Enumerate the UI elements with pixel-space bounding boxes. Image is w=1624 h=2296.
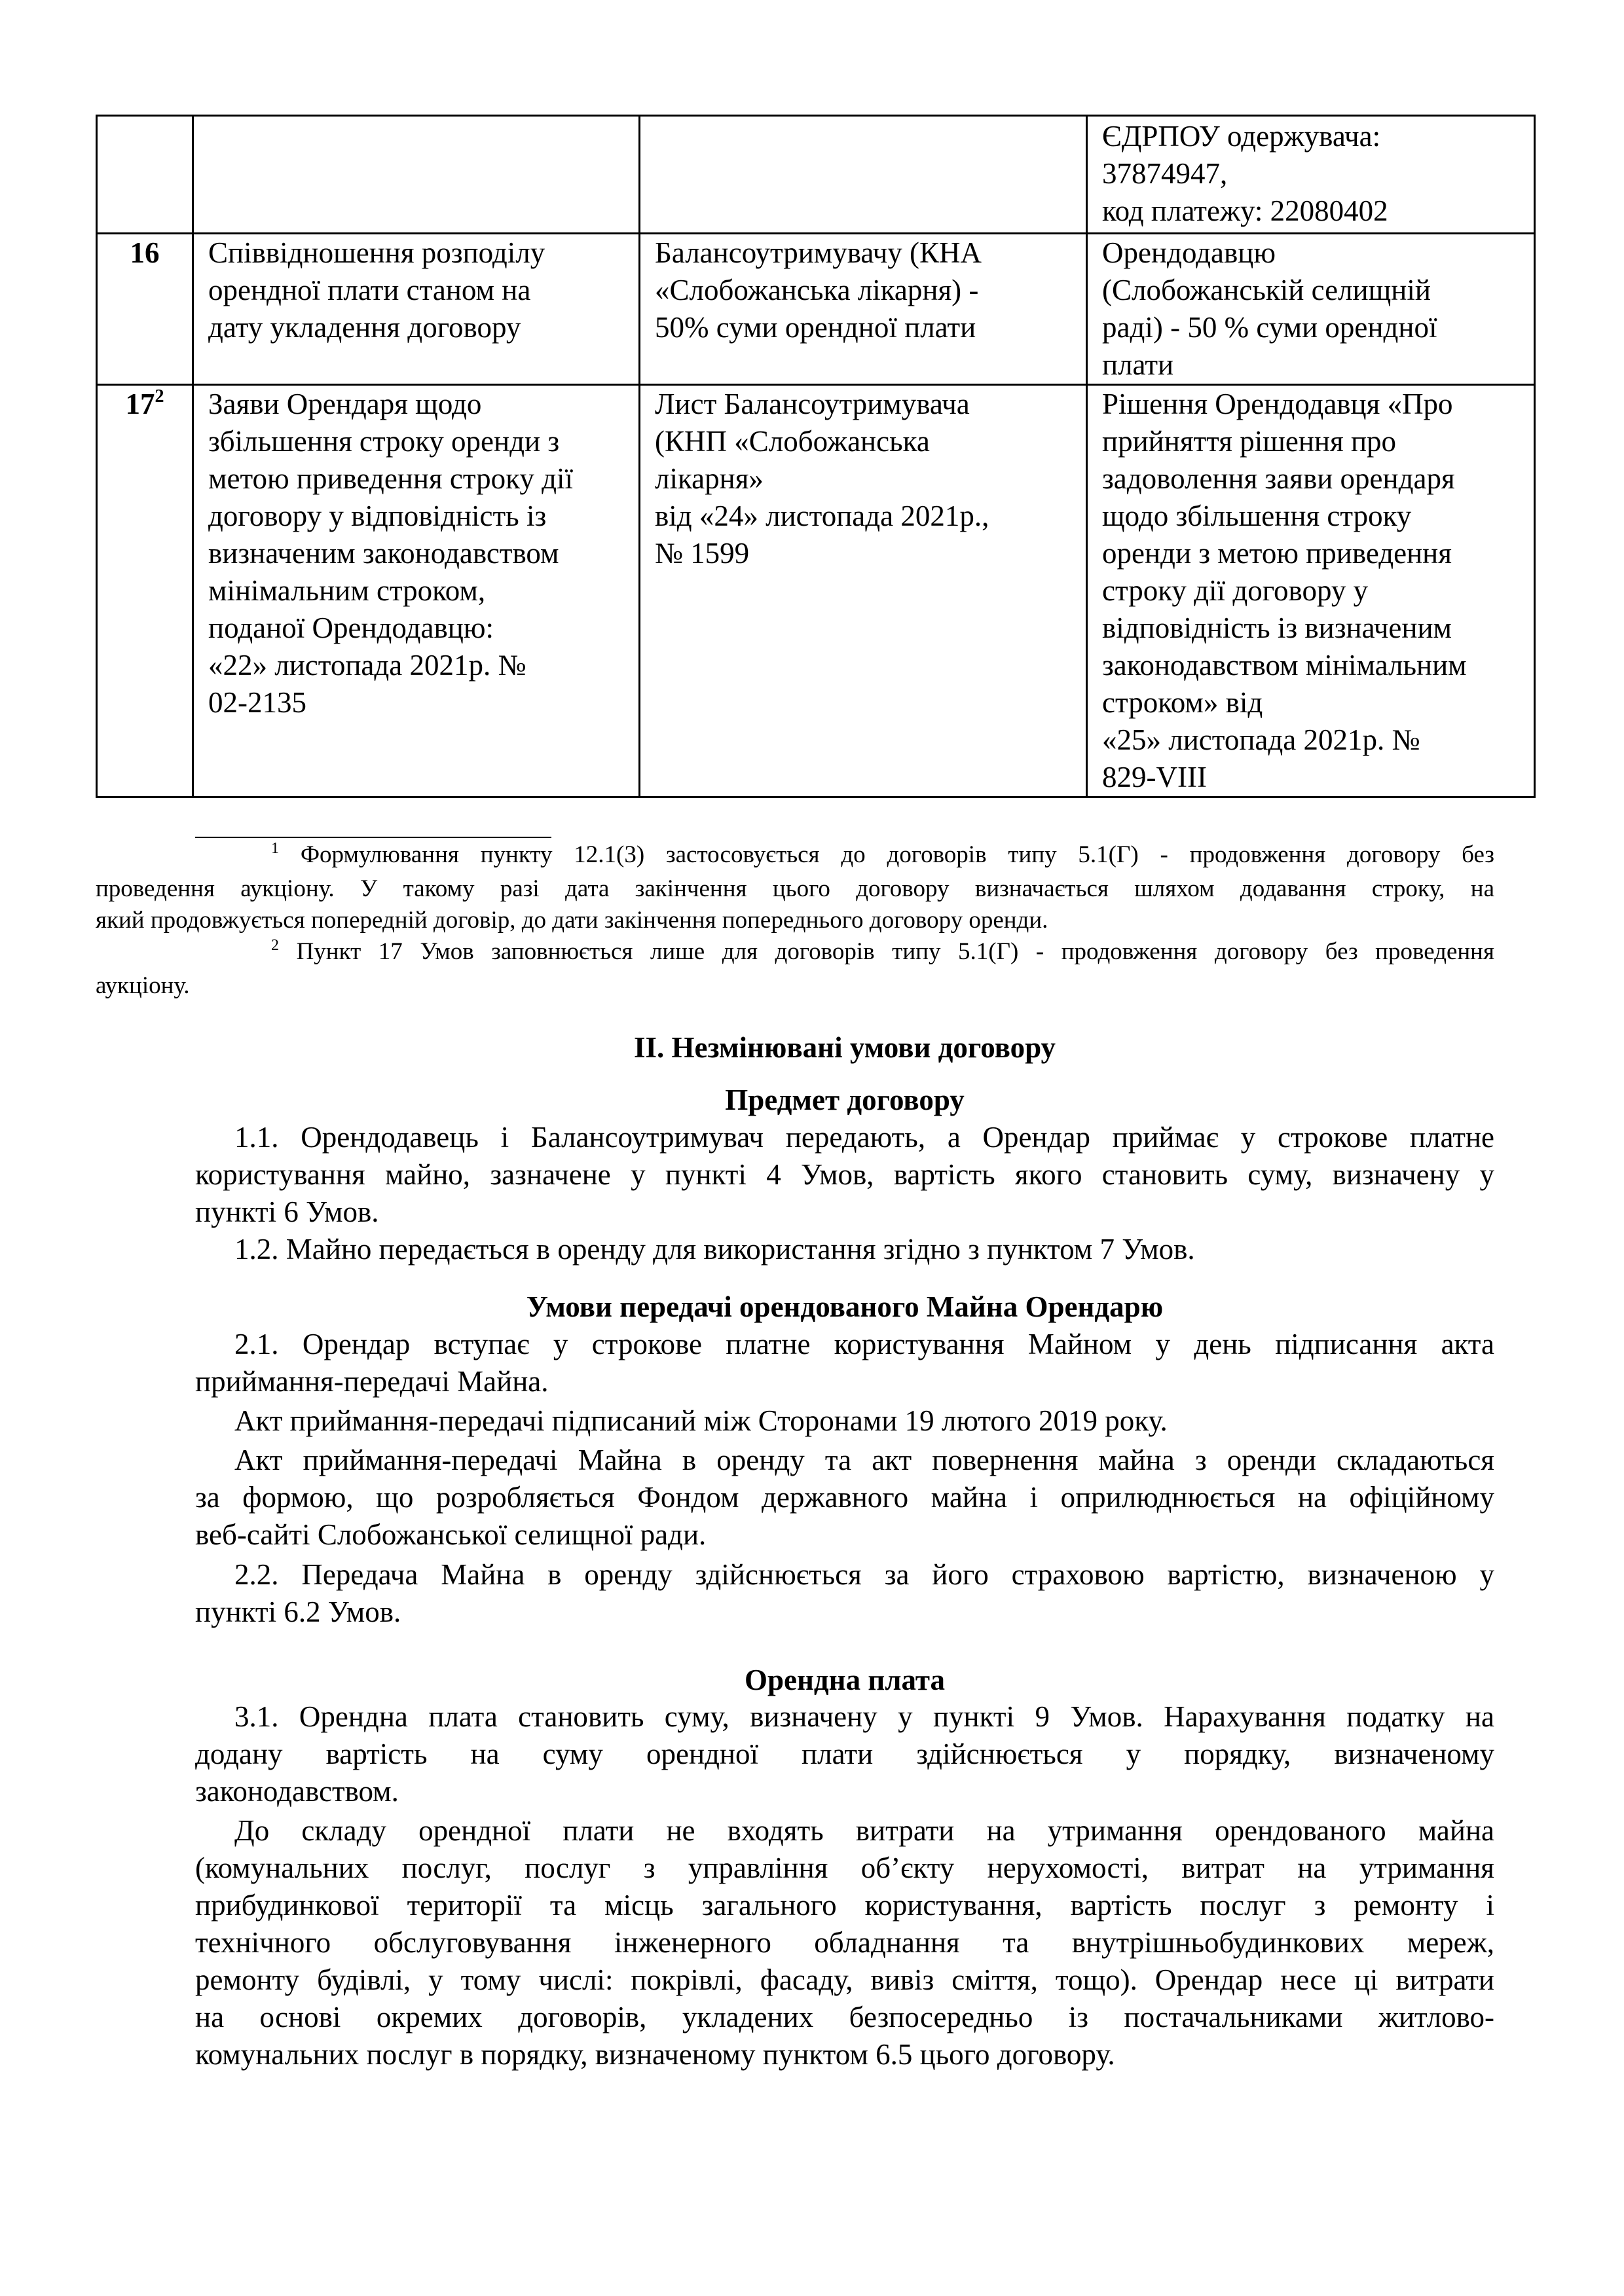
- cell-line: збільшення строку оренди з: [208, 425, 560, 458]
- footnote-1-line: [195, 839, 1494, 873]
- row-number-text: 17: [125, 388, 155, 420]
- cell-line: Рішення Орендодавця «Про: [1102, 388, 1453, 420]
- lessor-cell: [1087, 116, 1535, 234]
- cell-line: орендної плати станом на: [208, 274, 531, 306]
- cell-line: визначеним законодавством: [208, 537, 559, 570]
- subsection-title: Предмет договору: [725, 1084, 965, 1116]
- cell-line: 02-2135: [208, 686, 306, 719]
- row-number: [97, 385, 193, 797]
- cell-line: Заяви Орендаря щодо: [208, 388, 482, 420]
- paragraph-act: [195, 1402, 1494, 1440]
- cell-line: «22» листопада 2021р. №: [208, 649, 526, 682]
- footnote-1-line: проведення аукціону. У такому разі дата закінчення цього договору визначається шляхом додавання строку, на: [96, 875, 1494, 902]
- cell-line: (КНП «Слобожанська: [655, 425, 930, 458]
- cell-line: Балансоутримувачу (КНА: [655, 236, 982, 269]
- lessor-cell: [1087, 385, 1535, 797]
- condition-name-cell: [193, 116, 640, 234]
- text-line: пункті 6.2 Умов.: [195, 1595, 401, 1628]
- cell-line: від «24» листопада 2021р.,: [655, 500, 989, 532]
- cell-line: задоволення заяви орендаря: [1102, 462, 1455, 495]
- section-title: ІІ. Незмінювані умови договору: [633, 1031, 1056, 1064]
- footnote-2-line: аукціону.: [96, 972, 190, 999]
- footnotes: [96, 839, 1494, 1002]
- text-line: за формою, що розробляється Фондом державного майна і оприлюднюється на офіційному: [195, 1481, 1494, 1514]
- footnote-ref: 2: [155, 386, 164, 407]
- cell-line: строком» від: [1102, 686, 1263, 719]
- subsection-title: Орендна плата: [744, 1664, 946, 1696]
- cell-line: метою приведення строку дії: [208, 462, 573, 495]
- conditions-table: [96, 115, 1536, 798]
- paragraph-1-1: [195, 1119, 1494, 1268]
- cell-line: раді) - 50 % суми орендної: [1102, 311, 1437, 344]
- cell-line: відповідність із визначеним: [1102, 611, 1452, 644]
- balance-holder-cell: [640, 116, 1087, 234]
- text-line: веб-сайті Слобожанської селищної ради.: [195, 1518, 707, 1551]
- text-line: 3.1. Орендна плата становить суму, визначену у пункті 9 Умов. Нарахування податку на: [234, 1700, 1494, 1733]
- text-line: 2.2. Передача Майна в оренду здійснюється за його страховою вартістю, визначеною у: [234, 1558, 1494, 1591]
- footnote-1-mark: 1: [271, 840, 279, 857]
- cell-line: Орендодавцю: [1102, 236, 1276, 269]
- cell-line: Лист Балансоутримувача: [655, 388, 970, 420]
- text-line: приймання-передачі Майна.: [195, 1365, 549, 1398]
- cell-line: строку дії договору у: [1102, 574, 1369, 607]
- cell-line: (Слобожанській селищній: [1102, 274, 1431, 306]
- paragraph-2-1: [195, 1326, 1494, 1400]
- table-row: [97, 116, 1535, 234]
- text-line: пункті 6 Умов.: [195, 1195, 379, 1228]
- condition-name-cell: [193, 385, 640, 797]
- cell-line: код платежу: 22080402: [1102, 194, 1388, 227]
- table-row: [97, 385, 1535, 797]
- lessor-cell: [1087, 234, 1535, 385]
- subsection-title: Умови передачі орендованого Майна Орендарю: [526, 1290, 1164, 1323]
- cell-line: ЄДРПОУ одержувача:: [1102, 120, 1381, 153]
- row-number: [97, 116, 193, 234]
- cell-line: 829-VIII: [1102, 761, 1207, 793]
- cell-line: 50% суми орендної плати: [655, 311, 976, 344]
- cell-line: 37874947,: [1102, 157, 1228, 190]
- footnote-1-text: Формулювання пункту 12.1(3) застосовується до договорів типу 5.1(Г) - продовження договору без: [300, 841, 1494, 868]
- row-number: [97, 234, 193, 385]
- text-line: 2.1. Орендар вступає у строкове платне користування Майном у день підписання акта: [234, 1328, 1494, 1360]
- cell-line: № 1599: [655, 537, 750, 570]
- text-line: (комунальних послуг, послуг з управління об’єкту нерухомості, витрат на утримання: [195, 1851, 1494, 1884]
- text-line: користування майно, зазначене у пункті 4 Умов, вартість якого становить суму, визначену у: [195, 1158, 1494, 1191]
- table-row: [97, 234, 1535, 385]
- cell-line: законодавством мінімальним: [1102, 649, 1467, 682]
- cell-line: прийняття рішення про: [1102, 425, 1397, 458]
- paragraph-3-1: [195, 1698, 1494, 1810]
- text-line: Акт приймання-передачі Майна в оренду та акт повернення майна з оренди складаються: [234, 1444, 1494, 1476]
- cell-line: лікарня»: [655, 462, 764, 495]
- footnote-2-mark: 2: [271, 937, 279, 954]
- text-line: додану вартість на суму орендної плати здійснюється у порядку, визначеному: [195, 1738, 1494, 1770]
- text-line: прибудинкової території та місць загального користування, вартість послуг з ремонту і: [195, 1889, 1494, 1922]
- cell-line: поданої Орендодавцю:: [208, 611, 494, 644]
- text-line: ремонту будівлі, у тому числі: покрівлі, фасаду, вивіз сміття, тощо). Орендар несе ці витрати: [195, 1963, 1494, 1996]
- cell-line: «25» листопада 2021р. №: [1102, 723, 1420, 756]
- paragraph-2-2: [195, 1556, 1494, 1631]
- text-line: технічного обслуговування інженерного обладнання та внутрішньобудинкових мереж,: [195, 1926, 1494, 1959]
- text-line: 1.1. Орендодавець і Балансоутримувач передають, а Орендар приймає у строкове платне: [234, 1121, 1494, 1154]
- text-line: комунальних послуг в порядку, визначеному пунктом 6.5 цього договору.: [195, 2038, 1115, 2071]
- footnote-1-line: який продовжується попередній договір, до дати закінчення попереднього договору оренди.: [96, 907, 1048, 934]
- cell-line: Співвідношення розподілу: [208, 236, 545, 269]
- paragraph-act-form: [195, 1442, 1494, 1554]
- cell-line: щодо збільшення строку: [1102, 500, 1412, 532]
- text-line: на основі окремих договорів, укладених безпосередньо із постачальниками житлово-: [195, 2001, 1494, 2033]
- text-line: До складу орендної плати не входять витрати на утримання орендованого майна: [234, 1814, 1494, 1847]
- cell-line: «Слобожанська лікарня) -: [655, 274, 979, 306]
- cell-line: оренди з метою приведення: [1102, 537, 1452, 570]
- cell-line: мінімальним строком,: [208, 574, 486, 607]
- balance-holder-cell: [640, 385, 1087, 797]
- text-line: Акт приймання-передачі підписаний між Сторонами 19 лютого 2019 року.: [234, 1404, 1168, 1437]
- footnote-divider: [195, 837, 551, 838]
- footnote-2-line: [195, 936, 1494, 970]
- condition-name-cell: [193, 234, 640, 385]
- cell-line: дату укладення договору: [208, 311, 521, 344]
- paragraph-expenses: [195, 1812, 1494, 2073]
- cell-line: плати: [1102, 348, 1174, 381]
- footnote-2-text: Пункт 17 Умов заповнюється лише для договорів типу 5.1(Г) - продовження договору без проведення: [296, 938, 1494, 965]
- row-number-text: 16: [130, 236, 160, 269]
- text-line: законодавством.: [195, 1775, 399, 1808]
- balance-holder-cell: [640, 234, 1087, 385]
- text-line: 1.2. Майно передається в оренду для використання згідно з пунктом 7 Умов.: [234, 1233, 1195, 1266]
- cell-line: договору у відповідність із: [208, 500, 547, 532]
